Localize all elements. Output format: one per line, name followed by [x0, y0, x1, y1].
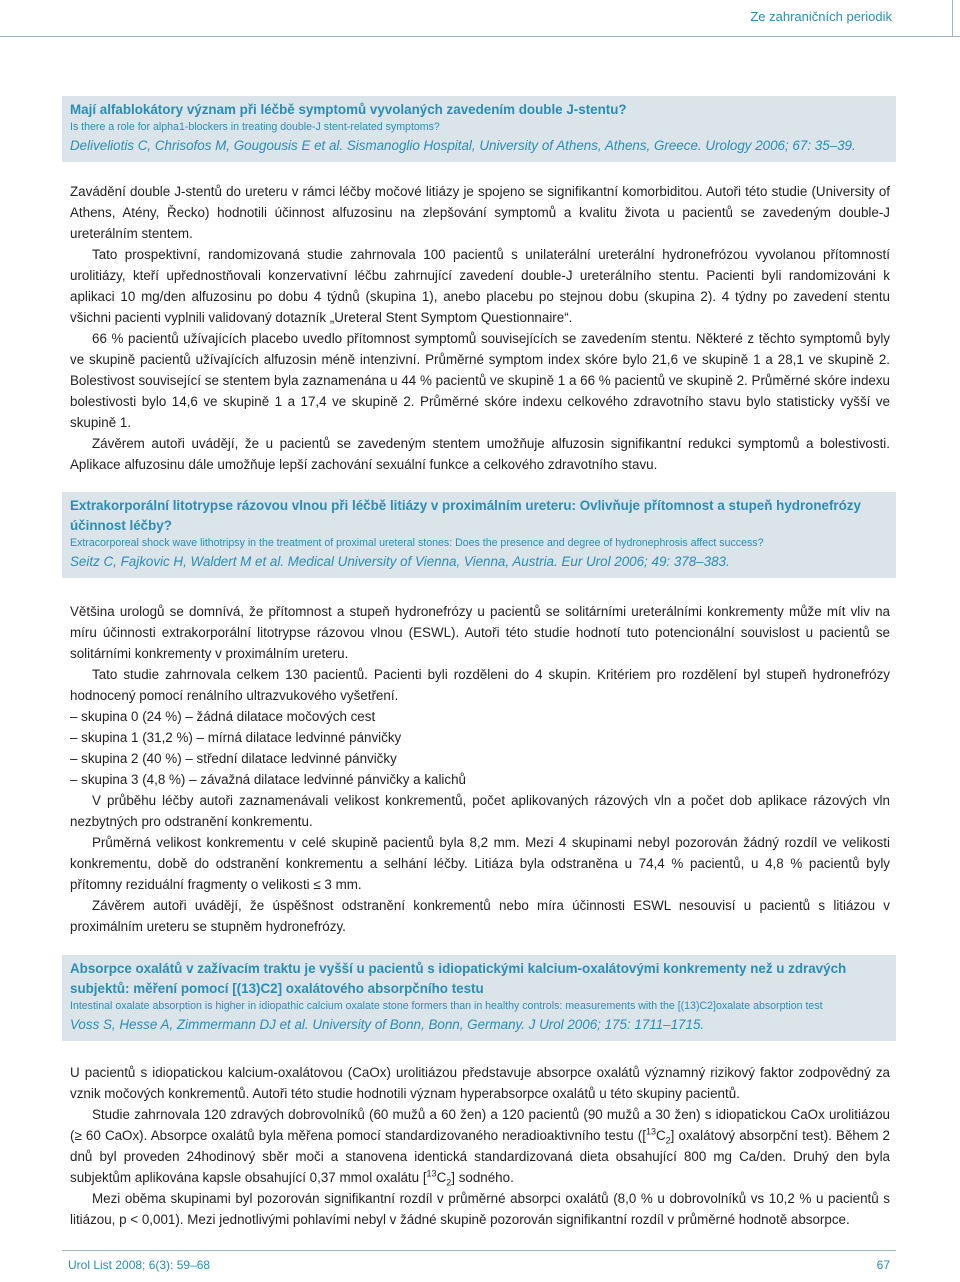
- isotope-superscript: 13: [645, 1126, 656, 1137]
- article2-list-item: – skupina 1 (31,2 %) – mírná dilatace ledvinné pánvičky: [70, 730, 402, 745]
- article1-citation: Deliveliotis C, Chrisofos M, Gougousis E et al. Sismanoglio Hospital, University of Athens, Athens, Greece. Urology 2006; 67: 35–39.: [70, 138, 856, 153]
- article1-paragraph: Zavádění double J-stentů do ureteru v rámci léčby močové litiázy je spojeno se signifikantní komorbiditou. Autoři této studie (University of Athens, Atény, Řecko) hodnotili účinnost alfuzosinu na zlepšování symptomů a kvalitu života u pacientů se zavedeným double-J ureterálním stentem.: [70, 184, 890, 241]
- page-number: 67: [876, 1258, 890, 1272]
- article2-body: [70, 601, 890, 937]
- running-head: Ze zahraničních periodik: [750, 9, 892, 24]
- article3-paragraph: Mezi oběma skupinami byl pozorován signifikantní rozdíl v průměrné absorpci oxalátů (8,0 % u dobrovolníků vs 10,2 % u pacientů s litiázou, p < 0,001). Mezi jednotlivými pohlavími nebyl v žádné skupině pozorován signifikantní rozdíl v průměrné hodnotě absorpce.: [70, 1191, 890, 1227]
- article2-list-item: – skupina 0 (24 %) – žádná dilatace močových cest: [70, 709, 376, 724]
- article3-body: [70, 1062, 890, 1230]
- article3-p2-part: ] oxalátový absorpční test). Během 2 dnů byl proveden 24hodinový sběr moči a stanovena identická standardizovaná dieta obsahující 800 mg Ca/den. Druhý den byla subjektům aplikována kapsle obsahující 0,37 mmol oxalátu [: [70, 1128, 891, 1185]
- article1-paragraph: Závěrem autoři uvádějí, že u pacientů se zavedeným stentem umožňuje alfuzosin signifikantní redukci symptomů a bolestivosti. Aplikace alfuzosinu dále umožňuje lepší zachování sexuální funkce a celkového zdravotního stavu.: [70, 436, 890, 472]
- article2-paragraph: Průměrná velikost konkrementu v celé skupině pacientů byla 8,2 mm. Mezi 4 skupinami nebyl pozorován žádný rozdíl ve velikosti konkrementu, době do odstranění konkrementu a selhání léčby. Litiáza byla odstraněna u 74,4 % pacientů, u 4,8 % pacientů byly přítomny reziduální fragmenty o velikosti ≤ 3 mm.: [70, 835, 890, 892]
- article2-paragraph: Tato studie zahrnovala celkem 130 pacientů. Pacienti byli rozděleni do 4 skupin. Kritériem pro rozdělení byl stupeň hydronefrózy hodnocený pomocí renálního ultrazvukového vyšetření.: [70, 667, 890, 703]
- article1-paragraph: Tato prospektivní, randomizovaná studie zahrnovala 100 pacientů s unilaterální ureterální hydronefrózou vyvolanou přítomností urolitiázy, kteří upřednostňovali konzervativní léčbu zahrnující zavedení double-J ureterálního stentu. Pacienti byli randomizováni k aplikaci 10 mg/den alfuzosinu po dobu 4 týdnů (skupina 1), anebo placebu po stejnou dobu (skupina 2). 4 týdny po zavedení stentu všichni pacienti vyplnili validovaný dotazník „Ureteral Stent Symptom Questionnaire“.: [70, 247, 890, 325]
- isotope-subscript: 2: [665, 1135, 671, 1146]
- article3-citation: Voss S, Hesse A, Zimmermann DJ et al. University of Bonn, Bonn, Germany. J Urol 2006; 175: 1711–1715.: [70, 1017, 705, 1032]
- article3-paragraph: [70, 1104, 890, 1188]
- article2-title-en: Extracorporeal shock wave lithotripsy in the treatment of proximal ureteral stones: Does the presence and degree of hydronephrosis affect success?: [70, 537, 764, 549]
- article3-p2-part: Studie zahrnovala 120 zdravých dobrovolníků (60 mužů a 60 žen) a 120 pacientů (90 mužů a 30 žen) s idiopatickou CaOx urolitiázou (≥ 60 CaOx). Absorpce oxalátů byla měřena pomocí standardizovaného neradioaktivního testu ([: [70, 1107, 890, 1143]
- footer-rule: [62, 1250, 896, 1251]
- header-rule: [0, 36, 960, 37]
- isotope-subscript: 2: [446, 1177, 452, 1188]
- isotope-superscript: 13: [426, 1168, 437, 1179]
- article2-citation: Seitz C, Fajkovic H, Waldert M et al. Medical University of Vienna, Vienna, Austria. Eur Urol 2006; 49: 378–383.: [70, 554, 730, 569]
- article2-list-item: – skupina 3 (4,8 %) – závažná dilatace ledvinné pánvičky a kalichů: [70, 772, 466, 787]
- article2-paragraph: V průběhu léčby autoři zaznamenávali velikost konkrementů, počet aplikovaných rázových vln a počet dob aplikace rázových vln nezbytných pro odstranění konkrementu.: [70, 793, 890, 829]
- article2-paragraph: Většina urologů se domnívá, že přítomnost a stupeň hydronefrózy u pacientů se solitárními ureterálními konkrementy může mít vliv na míru účinnosti extrakorporální litotrypse rázovou vlnou (ESWL). Autoři této studie hodnotí tuto potencionální souvislost u pacientů se solitárními konkrementy v proximálním ureteru.: [70, 604, 890, 661]
- header-vertical-rule: [952, 0, 953, 36]
- article3-title-en: Intestinal oxalate absorption is higher in idiopathic calcium oxalate stone formers than in healthy controls: measurements with the [(13)C2]oxalate absorption test: [70, 1000, 823, 1012]
- article1-body: [70, 181, 890, 475]
- article1-title-en: Is there a role for alpha1-blockers in treating double-J stent-related symptoms?: [70, 121, 440, 133]
- article3-title: Absorpce oxalátů v zažívacím traktu je vyšší u pacientů s idiopatickými kalcium-oxalátovými konkrementy než u zdravých subjektů: měření pomocí [(13)C2] oxalátového absorpčního testu: [70, 961, 847, 996]
- isotope-letter: C: [436, 1170, 447, 1185]
- article3-p2-part: ] sodného.: [451, 1170, 514, 1185]
- article1-abstract-box: [62, 96, 896, 162]
- article3-abstract-box: [62, 955, 896, 1041]
- article3-paragraph: U pacientů s idiopatickou kalcium-oxalátovou (CaOx) urolitiázou představuje absorpce oxalátů významný rizikový faktor zodpovědný za vznik močových konkrementů. Autoři této studie hodnotili význam hyperabsorpce oxalátů u této skupiny pacientů.: [70, 1065, 890, 1101]
- article1-paragraph: 66 % pacientů užívajících placebo uvedlo přítomnost symptomů souvisejících se zavedením stentu. Některé z těchto symptomů byly ve skupině pacientů užívajících alfuzosin méně intenzivní. Průměrné symptom index skóre bylo 21,6 ve skupině 1 a 28,1 ve skupině 2. Bolestivost související se stentem byla zaznamenána u 44 % pacientů ve skupině 1 a 66 % pacientů ve skupině 2. Průměrné skóre indexu bolestivosti bylo 14,6 ve skupině 1 a 17,4 ve skupině 2. Průměrné skóre indexu celkového zdravotního stavu bylo statisticky vyšší ve skupině 1.: [70, 331, 890, 430]
- article2-abstract-box: [62, 492, 896, 578]
- article2-title: Extrakorporální litotrypse rázovou vlnou při léčbě litiázy v proximálním ureteru: Ovlivňuje přítomnost a stupeň hydronefrózy účinnost léčby?: [70, 498, 861, 533]
- isotope-letter: C: [655, 1128, 666, 1143]
- article1-title: Mají alfablokátory význam při léčbě symptomů vyvolaných zavedením double J-stentu?: [70, 102, 627, 117]
- article2-paragraph: Závěrem autoři uvádějí, že úspěšnost odstranění konkrementů nebo míra účinnosti ESWL nesouvisí u pacientů s litiázou v proximálním ureteru se stupněm hydronefrózy.: [70, 898, 890, 934]
- article2-list-item: – skupina 2 (40 %) – střední dilatace ledvinné pánvičky: [70, 751, 397, 766]
- footer-journal: Urol List 2008; 6(3): 59–68: [68, 1258, 211, 1272]
